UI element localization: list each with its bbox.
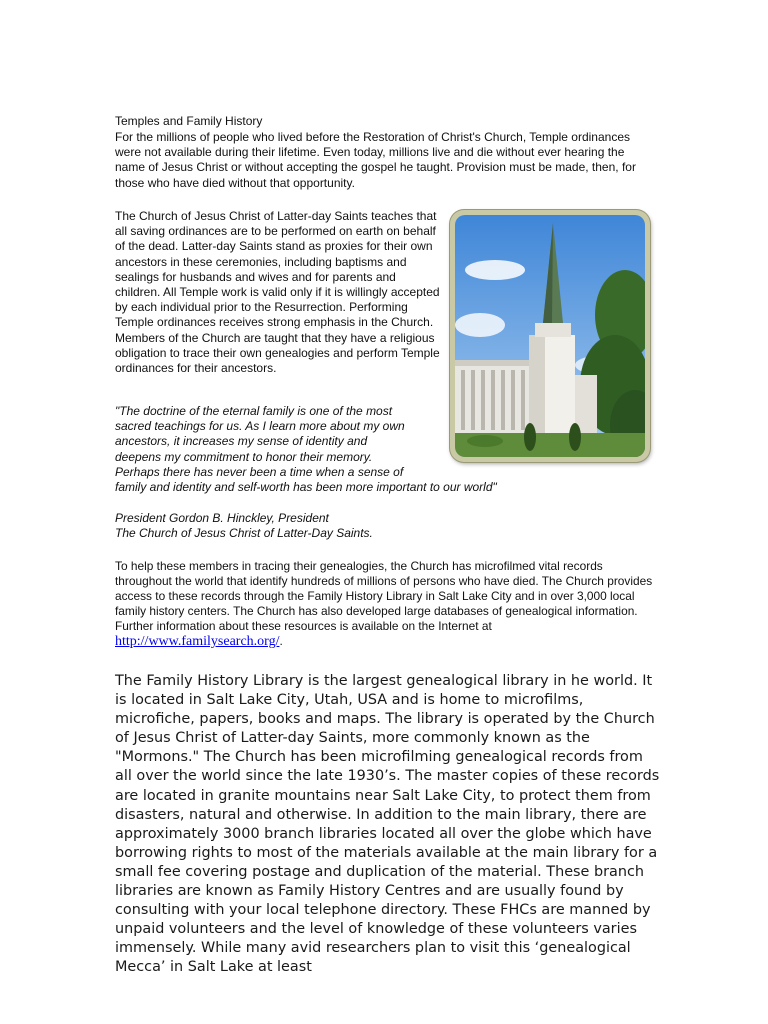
quote-line: ancestors, it increases my sense of identity and	[115, 434, 368, 449]
attribution-line: President Gordon B. Hinckley, President	[115, 511, 329, 525]
intro-paragraph: For the millions of people who lived before the Restoration of Christ's Church, Temple ordinances were not available during their lifetime. Even today, millions live and die without ever hearing the name of Jesus Christ or without accepting the gospel he taught. Provision must be made, then, for those who have died without that opportunity.	[115, 130, 636, 190]
section-heading: Temples and Family History	[115, 114, 263, 128]
quote-line: deepens my commitment to honor their memory.	[115, 449, 373, 464]
microfilm-end: .	[279, 634, 283, 648]
familysearch-link[interactable]: http://www.familysearch.org/	[115, 634, 280, 649]
quote-line: Perhaps there has never been a time when a sense of	[115, 464, 404, 479]
quote-line: sacred teachings for us. As I learn more about my own	[115, 419, 405, 434]
microfilm-text: To help these members in tracing their genealogies, the Church has microfilmed vital records throughout the world that identify hundreds of millions of persons who have died. The Church provides access to these records through the Family History Library in Salt Lake City and in over 3,000 local family history centers. The Church has also developed large databases of genealogical information. Further information about these resources is available on the Internet at	[115, 559, 653, 633]
microfilm-paragraph	[115, 559, 655, 649]
quote-line: family and identity and self-worth has been more important to our world"	[115, 480, 497, 495]
family-history-library-paragraph: The Family History Library is the largest genealogical library in he world. It is located in Salt Lake City, Utah, USA and is home to microfilms, microfiche, papers, books and maps. The library is operated by the Church of Jesus Christ of Latter-day Saints, more commonly known as the "Mormons." The Church has been microfilming genealogical records from all over the world since the late 1930’s. The master copies of these records are located in granite mountains near Salt Lake City, to protect them from disasters, natural and otherwise. In addition to the main library, there are approximately 3000 branch libraries located all over the globe which have borrowing rights to most of the materials available at the main library for a small fee covering postage and duplication of the material. These branch libraries are known as Family History Centres and are usually found by consulting with your local telephone directory. These FHCs are manned by unpaid volunteers and the level of knowledge of these volunteers varies immensely. While many avid researchers plan to visit this ‘genealogical Mecca’ in Salt Lake at least	[115, 673, 660, 976]
attribution-line: The Church of Jesus Christ of Latter-Day Saints.	[115, 526, 373, 541]
quote-line: "The doctrine of the eternal family is one of the most	[115, 404, 393, 418]
hinckley-quote	[115, 404, 555, 495]
quote-attribution	[115, 511, 535, 541]
temple-ordinances-paragraph: The Church of Jesus Christ of Latter-day Saints teaches that all saving ordinances are to be performed on earth on behalf of the dead. Latter-day Saints stand as proxies for their own ancestors in these ceremonies, including baptisms and sealings for husbands and wives and for parents and children. All Temple work is valid only if it is willingly accepted by each individual prior to the Resurrection. Performing Temple ordinances receives strong emphasis in the Church. Members of the Church are taught that they have a religious obligation to trace their own genealogies and perform Temple ordinances for their ancestors.	[115, 209, 440, 376]
